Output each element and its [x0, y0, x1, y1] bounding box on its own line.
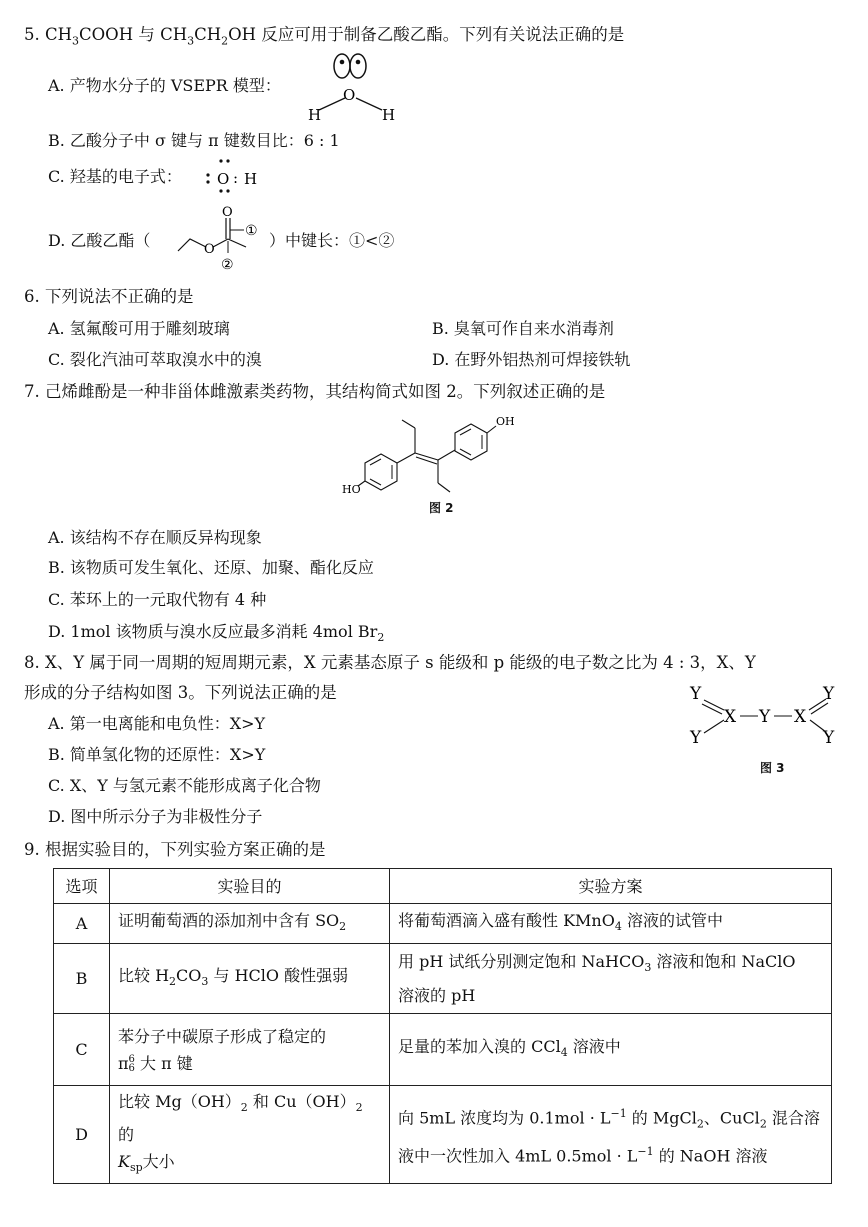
water-h2-label: H [382, 106, 396, 124]
svg-text:Y: Y [690, 684, 702, 704]
q8-option-c: C. X、Y 与氢元素不能形成离子化合物 [48, 776, 321, 795]
row-plan: 足量的苯加入溴的 CCl$_4$ 溶液中 [390, 1014, 832, 1086]
q5-stem-text: $CH_3COOH$ 与 $CH_3CH_2OH$ 反应可用于制备乙酸乙酯。下列有关说法正确的是 [45, 25, 625, 48]
row-plan: 用 pH 试纸分别测定饱和 NaHCO$_3$ 溶液和饱和 NaClO 溶液的 pH [390, 944, 832, 1014]
q9-stem [24, 840, 326, 860]
q7-stem [24, 382, 605, 402]
q5-option-b: B. 乙酸分子中 σ 键与 π 键数目比：6 : 1 [48, 131, 340, 150]
q8-stem-line2: 形成的分子结构如图 3。下列说法正确的是 [24, 683, 337, 702]
ester-mark-1: ① [245, 223, 258, 239]
q8-number: 8. [24, 653, 40, 672]
diethylstilbestrol-structure-diagram [340, 408, 530, 498]
header-goal: 实验目的 [110, 869, 390, 904]
q8-option-d: D. 图中所示分子为非极性分子 [48, 807, 263, 826]
water-o-label: O [343, 86, 356, 104]
ho-label: HO [342, 483, 361, 496]
q6-option-b: B. 臭氧可作自来水消毒剂 [432, 319, 614, 338]
xy-molecule-diagram [686, 680, 846, 750]
q7-option-c: C. 苯环上的一元取代物有 4 种 [48, 590, 267, 609]
header-plan: 实验方案 [390, 869, 832, 904]
row-goal: 比较 $Mg(OH)_2$ 和 $Cu(OH)_2$ 的 $K_{sp}$大小 [110, 1086, 390, 1184]
svg-text:X: X [794, 707, 807, 727]
ester-o-ether: O [204, 242, 215, 257]
hydroxyl-h: H [244, 170, 258, 188]
svg-text:Y: Y [823, 684, 835, 704]
row-option: B [54, 944, 110, 1014]
row-plan: 将葡萄酒滴入盛有酸性 KMnO$_4$ 溶液的试管中 [390, 904, 832, 944]
row-plan: 向 5mL 浓度均为 $0.1mol \cdot L^{-1}$ 的 MgCl$_2$、CuCl$_2$ 混合溶 液中一次性加入 4mL $0.5mol \cdot L^{-1}$ 的 NaOH 溶液 [390, 1086, 832, 1184]
q9-stem-text: 根据实验目的，下列实验方案正确的是 [45, 840, 326, 859]
hydroxyl-sep: : [233, 169, 239, 187]
svg-text:Y: Y [759, 707, 771, 727]
q6-stem-text: 下列说法不正确的是 [45, 287, 194, 306]
q5-option-a: A. 产物水分子的 VSEPR 模型： [48, 76, 281, 95]
water-h1-label: H [308, 106, 322, 124]
table-row [54, 1014, 832, 1086]
ester-o-carbonyl: O [222, 205, 233, 220]
row-option: C [54, 1014, 110, 1086]
experiment-table [53, 868, 832, 1184]
q8-stem-line1 [24, 653, 756, 673]
q5-option-d-pre: D. 乙酸乙酯（ [48, 231, 151, 250]
row-goal: 苯分子中碳原子形成了稳定的 π6 6 大 π 键 [110, 1014, 390, 1086]
q6-option-d: D. 在野外铝热剂可焊接铁轨 [432, 350, 631, 369]
q8-option-b: B. 简单氢化物的还原性：X>Y [48, 745, 266, 764]
q9-number: 9. [24, 840, 40, 859]
hydroxyl-o: O [217, 170, 230, 188]
q5-stem [24, 25, 624, 51]
q5-option-c: C. 羟基的电子式： [48, 167, 182, 186]
row-option: D [54, 1086, 110, 1184]
row-option: A [54, 904, 110, 944]
q6-option-c: C. 裂化汽油可萃取溴水中的溴 [48, 350, 262, 369]
svg-text:Y: Y [823, 728, 835, 748]
q7-option-b: B. 该物质可发生氧化、还原、加聚、酯化反应 [48, 558, 374, 577]
table-header-row [54, 869, 832, 904]
q7-option-d: D. 1mol 该物质与溴水反应最多消耗 4mol $Br_2$ [48, 622, 385, 645]
q7-number: 7. [24, 382, 40, 401]
row-goal: 证明葡萄酒的添加剂中含有 $SO_2$ [110, 904, 390, 944]
table-row [54, 1086, 832, 1184]
q7-option-a: A. 该结构不存在顺反异构现象 [48, 528, 262, 547]
row-goal: 比较 $H_2CO_3$ 与 HClO 酸性强弱 [110, 944, 390, 1014]
svg-text:X: X [724, 707, 737, 727]
q7-stem-text: 己烯雌酚是一种非甾体雌激素类药物，其结构简式如图 2。下列叙述正确的是 [45, 382, 606, 401]
header-option: 选项 [54, 869, 110, 904]
q6-number: 6. [24, 287, 40, 306]
svg-text:Y: Y [690, 728, 702, 748]
hydroxyl-electron-formula [200, 155, 270, 195]
q8-option-a: A. 第一电离能和电负性：X>Y [48, 714, 266, 733]
figure-3-caption: 图 3 [760, 761, 785, 775]
q6-stem [24, 287, 194, 307]
q6-option-a: A. 氢氟酸可用于雕刻玻璃 [48, 319, 230, 338]
q5-number: 5. [24, 25, 40, 44]
ester-mark-2: ② [221, 257, 234, 273]
figure-2-caption: 图 2 [429, 501, 454, 515]
q8-stem-text: X、Y 属于同一周期的短周期元素，X 元素基态原子 s 能级和 p 能级的电子数之比为 4 : 3，X、Y [45, 653, 756, 672]
table-row [54, 904, 832, 944]
water-vsepr-diagram [300, 50, 410, 125]
oh-label: OH [496, 415, 515, 428]
table-row [54, 944, 832, 1014]
q5-option-d-post: ）中键长：①<② [269, 231, 395, 250]
